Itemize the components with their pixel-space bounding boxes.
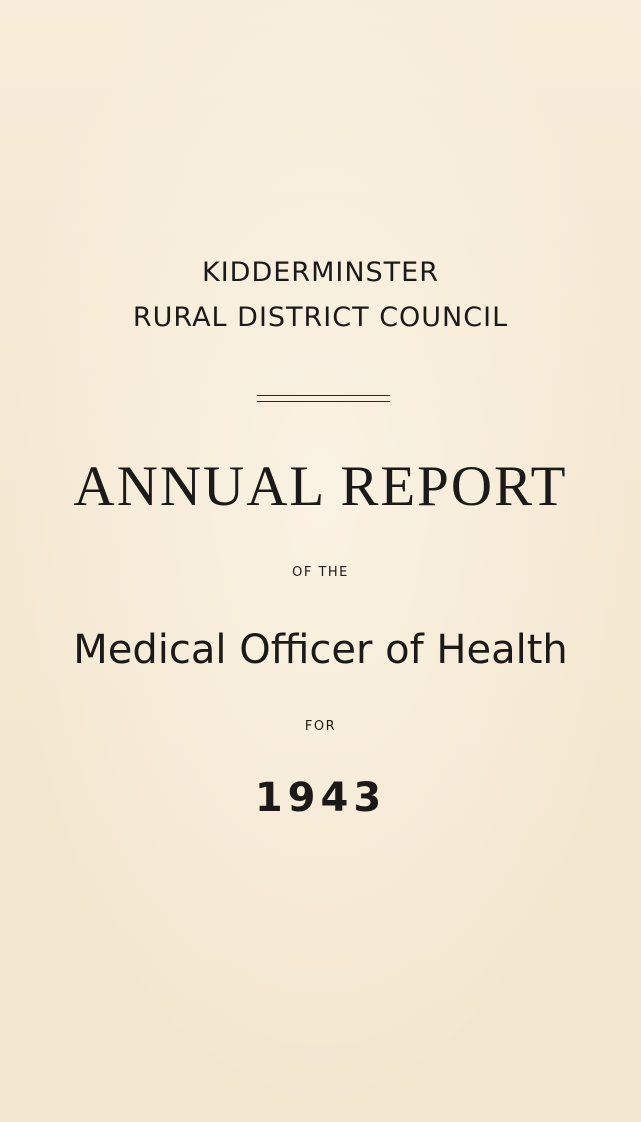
- divider-rule-bottom: [257, 401, 390, 402]
- for-label: FOR: [304, 719, 337, 734]
- report-title: ANNUAL REPORT: [73, 455, 568, 518]
- officer-title: Medical Officer of Health: [73, 627, 568, 673]
- of-the-label: OF THE: [292, 565, 349, 580]
- council-name-line1: KIDDERMINSTER: [202, 257, 439, 288]
- divider-rule-top: [257, 395, 390, 396]
- report-year: 1943: [254, 775, 387, 821]
- council-name-line2: RURAL DISTRICT COUNCIL: [132, 302, 509, 333]
